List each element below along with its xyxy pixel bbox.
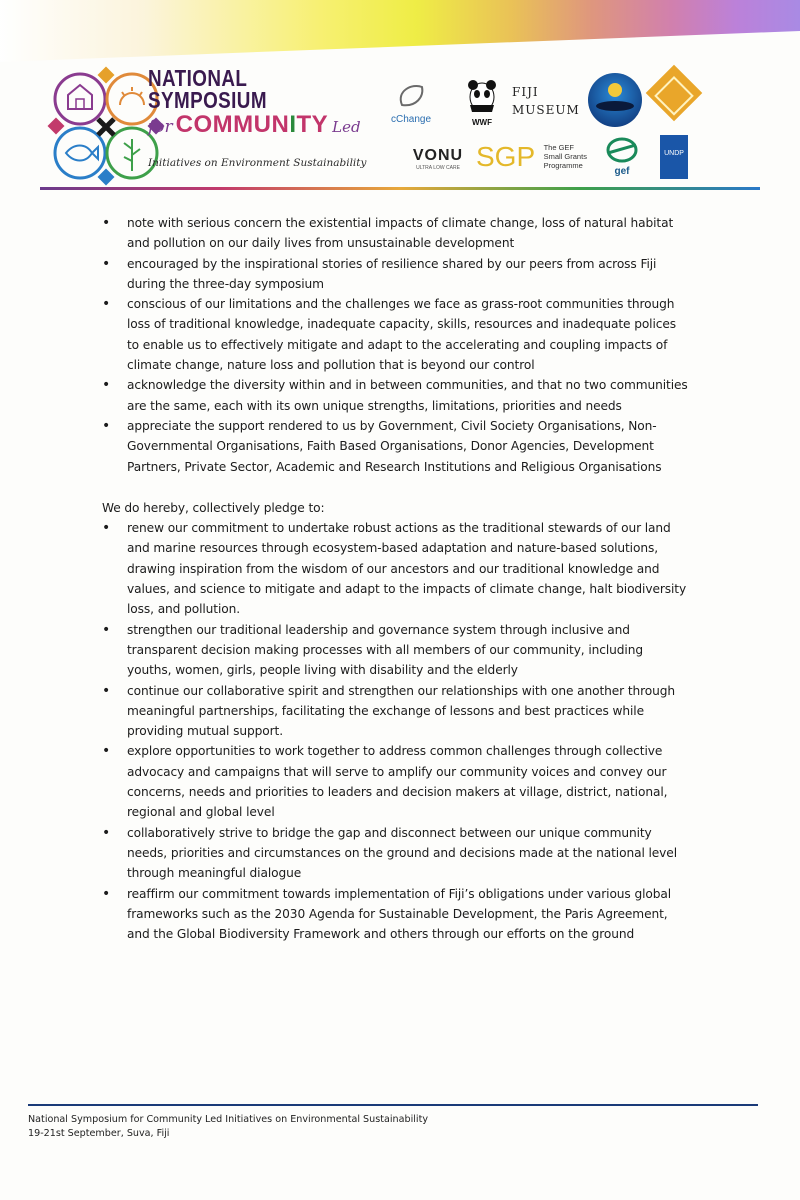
- wwf-logo: WWF: [462, 79, 502, 127]
- title-national: NATIONAL: [148, 65, 248, 91]
- vonu-logo: VONU ULTRA LOW CARE: [412, 147, 464, 171]
- symposium-tagline: Initiatives on Environment Sustainability: [148, 157, 367, 169]
- rainbow-header-stripe: [0, 0, 800, 62]
- gef-logo: gef: [602, 135, 642, 177]
- undp-logo: UNDP: [660, 135, 688, 179]
- header-divider: [40, 187, 760, 190]
- list-item: • collaboratively strive to bridge the gap and disconnect between our unique community needs, priorities and circumstances on the ground and decisions made at the national level through meaningful dialogue: [100, 823, 690, 884]
- declaration-body: [100, 213, 690, 944]
- list-item: • encouraged by the inspirational stories of resilience shared by our peers from across Fiji during the three-day symposium: [100, 254, 690, 295]
- pledges-list: [100, 518, 690, 944]
- list-item: • note with serious concern the existential impacts of climate change, loss of natural habitat and pollution on our daily lives from unsustainable development: [100, 213, 690, 254]
- gef-swirl-icon: [604, 135, 640, 165]
- orange-diamond-logo: [646, 65, 703, 122]
- pledge-intro: We do hereby, collectively pledge to:: [102, 500, 325, 515]
- list-item: • renew our commitment to undertake robust actions as the traditional stewards of our land and marine resources through ecosystem-based adaptation and nature-based solutions, drawing inspiration from the wisdom of our ancestors and our traditional knowledge and values, and science to mitigate and adapt to the impacts of climate change, halt biodiversity loss, and pollution.: [100, 518, 690, 619]
- title-for-community-led: [148, 111, 361, 139]
- symposium-title: [148, 65, 361, 139]
- title-symposium: SYMPOSIUM: [148, 87, 267, 113]
- page-footer: [28, 1113, 428, 1141]
- list-item: • strengthen our traditional leadership and governance system through inclusive and transparent decision making processes with all members of our community, including youths, women, girls, people living with disability and the elderly: [100, 620, 690, 681]
- cchange-leaf-icon: [394, 81, 428, 111]
- page-header: [0, 55, 800, 195]
- list-item: • explore opportunities to work together to address common challenges through collective advocacy and campaigns that will serve to amplify our community voices and convey our concerns, needs and priorities to leaders and decision makers at village, district, national, regional and global level: [100, 741, 690, 822]
- footer-event-name: National Symposium for Community Led Initiatives on Environmental Sustainability: [28, 1114, 429, 1125]
- footer-divider: [28, 1104, 758, 1106]
- title-for: for: [148, 117, 173, 137]
- concerns-list: [100, 213, 690, 477]
- cchange-logo: cChange: [382, 81, 440, 125]
- list-item: • continue our collaborative spirit and strengthen our relationships with one another through meaningful partnerships, facilitating the exchange of lessons and best practices while providing mutual support.: [100, 681, 690, 742]
- list-item: • conscious of our limitations and the challenges we face as grass-root communities through loss of traditional knowledge, inadequate capacity, skills, resources and inadequate polices to enable us to effectively mitigate and adapt to the accelerating and coupling impacts of climate change, nature loss and pollution that is beyond our control: [100, 294, 690, 375]
- panda-icon: [466, 79, 498, 113]
- sgp-logo: SGP The GEF Small Grants Programme: [476, 141, 587, 172]
- list-item: • appreciate the support rendered to us by Government, Civil Society Organisations, Non-Governmental Organisations, Faith Based Organisations, Donor Agencies, Development Partners, Private Sector, Academic and Research Institutions and Religious Organisations: [100, 416, 690, 477]
- footer-event-date: 19-21st September, Suva, Fiji: [28, 1128, 170, 1139]
- list-item: • reaffirm our commitment towards implementation of Fiji’s obligations under various global frameworks such as the 2030 Agenda for Sustainable Development, the Paris Agreement, and the Global Biodiversity Framework and others through our efforts on the ground: [100, 884, 690, 945]
- title-community: COMMUNITY: [175, 111, 329, 138]
- list-item: • acknowledge the diversity within and in between communities, and that no two communities are the same, each with its own unique strengths, limitations, priorities and needs: [100, 375, 690, 416]
- blue-circle-logo: [588, 73, 642, 127]
- fiji-museum-logo: FIJI MUSEUM: [512, 85, 580, 117]
- title-led: Led: [332, 118, 361, 136]
